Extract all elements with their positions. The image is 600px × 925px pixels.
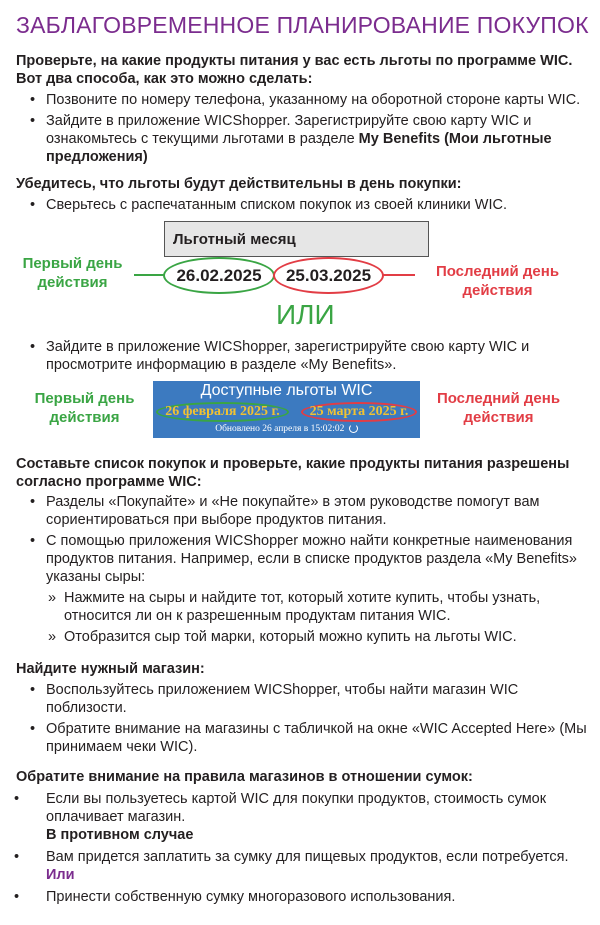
page-title: ЗАБЛАГОВРЕМЕННОЕ ПЛАНИРОВАНИЕ ПОКУПОК [16,12,589,38]
store-list [16,681,592,759]
sub-list-item: » Отобразится сыр той марки, который можно купить на льготы WIC. [16,628,592,646]
list-item: • Вам придется заплатить за сумку для пищевых продуктов, если потребуется. [14,848,590,866]
first-day-label-app: Первый день действия [34,390,135,426]
banner-end-date: 25 марта 2025 г. [301,402,417,422]
intro-text: Проверьте, на какие продукты питания у вас есть льготы по программе WIC. Вот два способа, как это можно сделать: [16,53,573,87]
connector-line [383,274,415,276]
list-item: • Воспользуйтесь приложением WICShopper, чтобы найти магазин WIC поблизости. [16,681,592,717]
otherwise-note: В противном случае [46,827,194,843]
validity-list [16,196,592,217]
list-item: • Обратите внимание на магазины с табличкой на окне «WIC Accepted Here» (Мы принимаем чеки WIC). [16,720,592,756]
first-day-label: Первый день действия [22,255,123,291]
list-item: • С помощью приложения WICShopper можно найти конкретные наименования продуктов питания. Например, если в списке продуктов раздела «My Benefits» указаны сыры: [16,532,592,586]
sub-list-item: » Нажмите на сыры и найдите тот, который хотите купить, чтобы узнать, относится ли он к разрешенным продуктам питания WIC. [16,589,592,625]
list-item: • Позвоните по номеру телефона, указанному на оборотной стороне карты WIC. [16,91,592,109]
my-benefits-bold: My Benefits (Мои льготные предложения) [46,131,552,165]
store-heading: Найдите нужный магазин: [16,661,205,677]
bags-section [14,790,590,906]
intro-list [16,91,592,169]
end-date: 25.03.2025 [273,257,384,294]
list-item: • Принести собственную сумку многоразового использования. [14,888,590,906]
last-day-label-app: Последний день действия [436,390,561,426]
app-list [16,338,592,377]
list-heading: Составьте список покупок и проверьте, какие продукты питания разрешены согласно программе WIC: [16,456,570,490]
or-note: Или [46,867,75,883]
banner-updated: Обновлено 26 апреля в 15:02:02 [153,422,420,436]
start-date: 26.02.2025 [163,257,275,294]
benefit-month-label: Льготный месяц [173,231,296,248]
or-text: ИЛИ [276,299,335,330]
list-item: • Разделы «Покупайте» и «Не покупайте» в этом руководстве помогут вам сориентироваться при выборе продуктов питания. [16,493,592,529]
banner-title: Доступные льготы WIC [200,382,373,399]
validity-heading: Убедитесь, что льготы будут действительны в день покупки: [16,176,462,192]
app-benefits-banner [153,381,420,438]
list-item: • Зайдите в приложение WICShopper, зарегистрируйте свою карту WIC и просмотрите информацию в разделе «My Benefits». [16,338,592,374]
refresh-icon [349,424,358,433]
bags-heading: Обратите внимание на правила магазинов в отношении сумок: [16,769,473,785]
list-item: • Сверьтесь с распечатанным списком покупок из своей клиники WIC. [16,196,592,214]
list-item: • Зайдите в приложение WICShopper. Зарегистрируйте свою карту WIC и ознакомьтесь с текущими льготами в разделе My Benefits (Мои льготные предложения) [16,112,592,166]
last-day-label: Последний день действия [435,263,560,299]
benefit-month-box [164,221,429,257]
connector-line [134,274,164,276]
banner-start-date: 26 февраля 2025 г. [156,402,289,422]
list-item: • Если вы пользуетесь картой WIC для покупки продуктов, стоимость сумок оплачивает магазин. [14,790,590,826]
list-section [16,493,592,649]
